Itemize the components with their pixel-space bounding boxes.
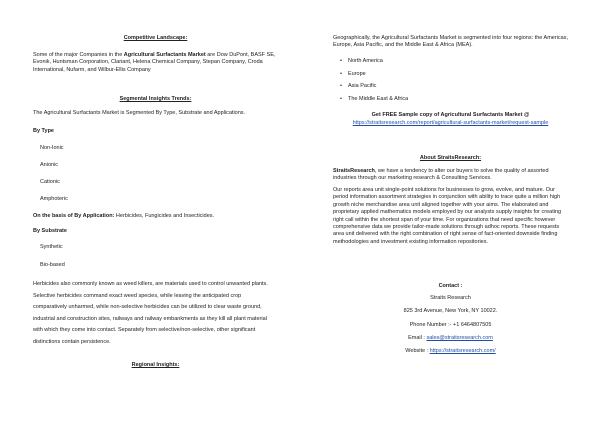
contact-phone xyxy=(333,322,568,329)
about-text: , we have a tendency to alter our buyers to solve the quality of assorted industries through our marketing research & Consulting Services. xyxy=(333,168,549,182)
substrate-item: Bio-based xyxy=(40,262,65,268)
region-item: • The Middle East & Africa xyxy=(342,96,577,103)
application-values: Herbicides, Fungicides and Insecticides. xyxy=(114,213,215,219)
email-label: Email : xyxy=(408,335,427,341)
type-item: Cationic xyxy=(40,179,60,185)
region-item: • Asia Pacific xyxy=(342,83,577,90)
contact-website xyxy=(333,348,568,355)
contact-heading: Contact : xyxy=(438,283,463,289)
by-type-label: By Type xyxy=(33,128,54,134)
segmental-insights-heading: Segmental Insights Trends: xyxy=(119,96,192,102)
regions-list xyxy=(333,58,577,103)
companies-intro: Some of the major Companies in the xyxy=(33,52,124,58)
sample-link[interactable]: https://straitsresearch.com/report/agricultural-surfactants-market/request-sample xyxy=(352,120,549,126)
about-paragraph xyxy=(333,168,568,183)
companies-list: are Dow DuPont, BASF SE, Evonik, Huntsman Corporation, Clariant, Helena Chemical Company, Stepan Company, Croda International, Nufarm, and Wilbur-Ellis Company xyxy=(33,52,276,73)
phone-value: +1 6464807505 xyxy=(453,322,492,328)
about-heading: About StraitsResearch: xyxy=(419,155,482,161)
region-item: • North America xyxy=(342,58,577,65)
application-label: On the basis of By Application: xyxy=(33,213,115,219)
segmental-text: The Agricultural Surfactants Market is Segmented By Type, Substrate and Applications. xyxy=(33,110,246,116)
competitive-landscape-heading: Competitive Landscape: xyxy=(123,35,188,41)
contact-company: Straits Research xyxy=(430,295,471,301)
website-link[interactable]: https://straitsresearch.com/ xyxy=(429,348,496,354)
regional-insights-heading: Regional Insights: xyxy=(131,362,180,368)
by-substrate-label: By Substrate xyxy=(33,228,67,234)
application-line xyxy=(33,213,278,220)
about-company-name: StraitsResearch xyxy=(333,168,375,174)
contact-email xyxy=(333,335,568,342)
website-label: Website : xyxy=(405,348,430,354)
phone-label: Phone Number :- xyxy=(409,322,454,328)
type-item: Anionic xyxy=(40,162,59,168)
sample-heading: Get FREE Sample copy of Agricultural Surfactants Market @ xyxy=(371,112,530,118)
geography-paragraph: Geographically, the Agricultural Surfactants Market is segmented into four regions: the Americas, Europe, Asia Pacific, and the Middle East & Africa (MEA). xyxy=(333,35,568,49)
reports-paragraph: Our reports area unit single-point solutions for businesses to grow, evolve, and mature. Our period information assortment strategies in conjunction with ability to trace quite a million high growth niche merchandise area unit aligned together with your aims. The elaborated and proprietary applied mathematics models employed by our analysts supply insights for creating right call within the shortest span of your time. For organizations that need specific however comprehensive data we provide tailor-made solutions through adhoc reports. These requests area unit delivered with the right combination of right sense of fact-oriented downside finding methodologies and investment existing information repositories. xyxy=(333,187,562,245)
type-item: Amphoteric xyxy=(40,196,68,202)
contact-address: 825 3rd Avenue, New York, NY 10022. xyxy=(403,308,498,314)
region-item: • Europe xyxy=(342,71,577,78)
companies-paragraph xyxy=(33,52,278,74)
email-link[interactable]: sales@straitsresearch.com xyxy=(426,335,493,341)
companies-market-name: Agricultural Surfactants Market xyxy=(123,52,206,58)
herbicides-paragraph: Herbicides also commonly known as weed killers, are materials used to control unwanted plants. Selective herbicides command exact weed species, while leaving the anticipated crop comparatively unharmed, while non-selective herbicides can be utilized to clear waste ground, industrial and construction sites, railways and railway embankments as they kill all plant material with which they come into contact. Separately from selective/non-selective, other significant distinctions contain persistence. xyxy=(33,281,268,345)
type-item: Non-Ionic xyxy=(40,145,64,151)
substrate-item: Synthetic xyxy=(40,244,63,250)
